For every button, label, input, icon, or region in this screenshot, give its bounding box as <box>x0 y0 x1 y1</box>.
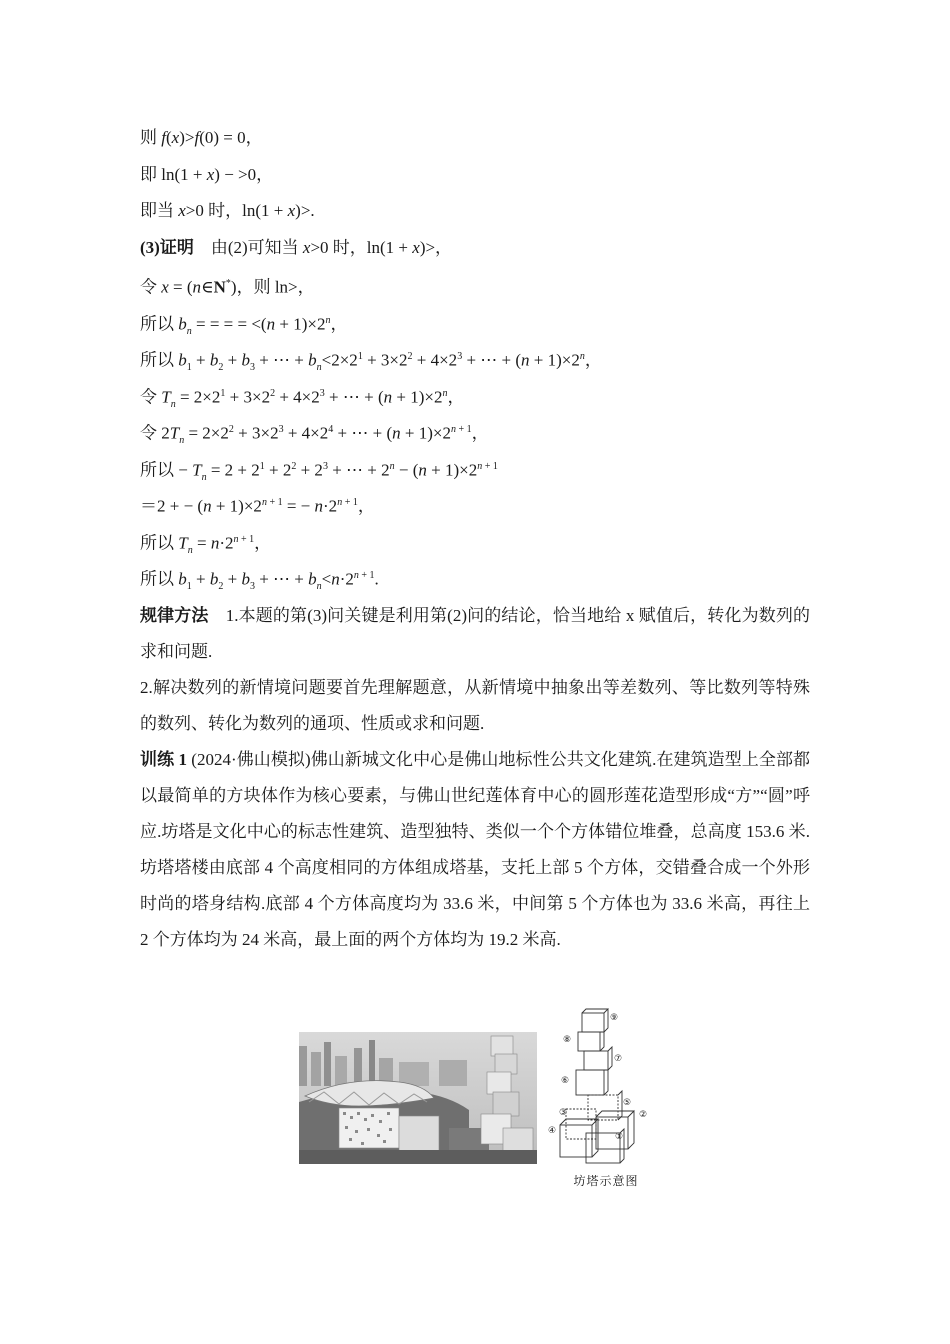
cultural-center-photo <box>299 1032 537 1164</box>
solution-line-2: 即 ln(1 + x) − >0， <box>140 165 274 184</box>
solution-line-12: 所以 $T_n = n\cdot 2^{n + 1}$， <box>140 533 272 557</box>
diagram-label-8: ⑧ <box>563 1035 572 1045</box>
solution-line-7: 所以 $b_1 + b_2 + b_3$ + ⋯ + $b_n<2\times 2^1 + 3\times 2^2 + 4\times 2^3$ + ⋯ + $(n + 1)\times 2^n$， <box>140 350 602 374</box>
diagram-label-4: ④ <box>548 1126 557 1136</box>
solution-line-13: 所以 $b_1 + b_2 + b_3$ + ⋯ + $b_n<n\cdot 2^{n + 1}$. <box>140 569 379 593</box>
diagram-label-1: ① <box>615 1132 624 1142</box>
diagram-label-9: ⑨ <box>610 1013 619 1023</box>
solution-line-3: 即当 x>0 时，ln(1 + x)>. <box>140 201 315 220</box>
solution-line-4: (3)证明 由(2)可知当 x>0 时，ln(1 + x)>， <box>140 238 453 257</box>
solution-line-1: 则 f(x)>f(0) = 0， <box>140 128 263 147</box>
diagram-label-3: ③ <box>559 1108 568 1118</box>
tower-diagram <box>546 1005 664 1167</box>
solution-line-5: 令 x = (n∈N*)，则 ln>， <box>140 277 315 297</box>
method-paragraph-1 <box>140 598 810 670</box>
exercise-paragraph <box>140 742 810 958</box>
method-paragraph-2 <box>140 670 810 742</box>
exercise-text: (2024·佛山模拟)佛山新城文化中心是佛山地标性公共文化建筑.在建筑造型上全部都以最简单的方块体作为核心要素，与佛山世纪莲体育中心的圆形莲花造型形成“方”“圆”呼应.坊塔是文化中心的标志性建筑、造型独特、类似一个个方体错位堆叠，总高度 153.6 米.坊塔塔楼由底部 4 个高度相同的方体组成塔基，支托上部 5 个方体，交错叠合成一个外形时尚的塔身结构.底部 4 个方体高度均为 33.6 米，中间第 5 个方体也为 33.6 米高，再往上 2 个方体均为 24 米高，最上面的两个方体均为 19.2 米高. <box>140 750 811 949</box>
method-text-2: 2.解决数列的新情境问题要首先理解题意，从新情境中抽象出等差数列、等比数列等特殊的数列、转化为数列的通项、性质或求和问题. <box>140 678 810 733</box>
diagram-label-6: ⑥ <box>561 1076 570 1086</box>
solution-line-11: ＝2 + − $(n + 1)\times 2^{n + 1}$ = − $n\cdot 2^{n + 1}$， <box>140 496 375 516</box>
solution-line-10: 所以 − $T_n = 2 + 2^1 + 2^2 + 2^3$ + ⋯ + $2^n - (n + 1)\times 2^{n + 1}$ <box>140 460 498 484</box>
solution-line-6: 所以 $b_n$ = = = = $<(n + 1)\times 2^n$， <box>140 314 348 338</box>
diagram-label-2: ② <box>639 1110 648 1120</box>
exercise-label: 训练 1 <box>140 750 187 769</box>
method-label: 规律方法 <box>140 606 209 625</box>
method-text-1: 1.本题的第(3)问关键是利用第(2)问的结论，恰当地给 x 赋值后，转化为数列的求和问题. <box>140 606 811 661</box>
diagram-caption: 坊塔示意图 <box>573 1174 639 1188</box>
solution-line-9: 令 $2T_n = 2\times 2^2 + 3\times 2^3 + 4\times 2^4$ + ⋯ + $(n + 1)\times 2^{n + 1}$， <box>140 423 489 447</box>
diagram-label-7: ⑦ <box>614 1054 623 1064</box>
solution-line-8: 令 $T_n = 2\times 2^1 + 3\times 2^2 + 4\times 2^3$ + ⋯ + $(n + 1)\times 2^n$， <box>140 387 465 411</box>
diagram-label-5: ⑤ <box>623 1098 632 1108</box>
